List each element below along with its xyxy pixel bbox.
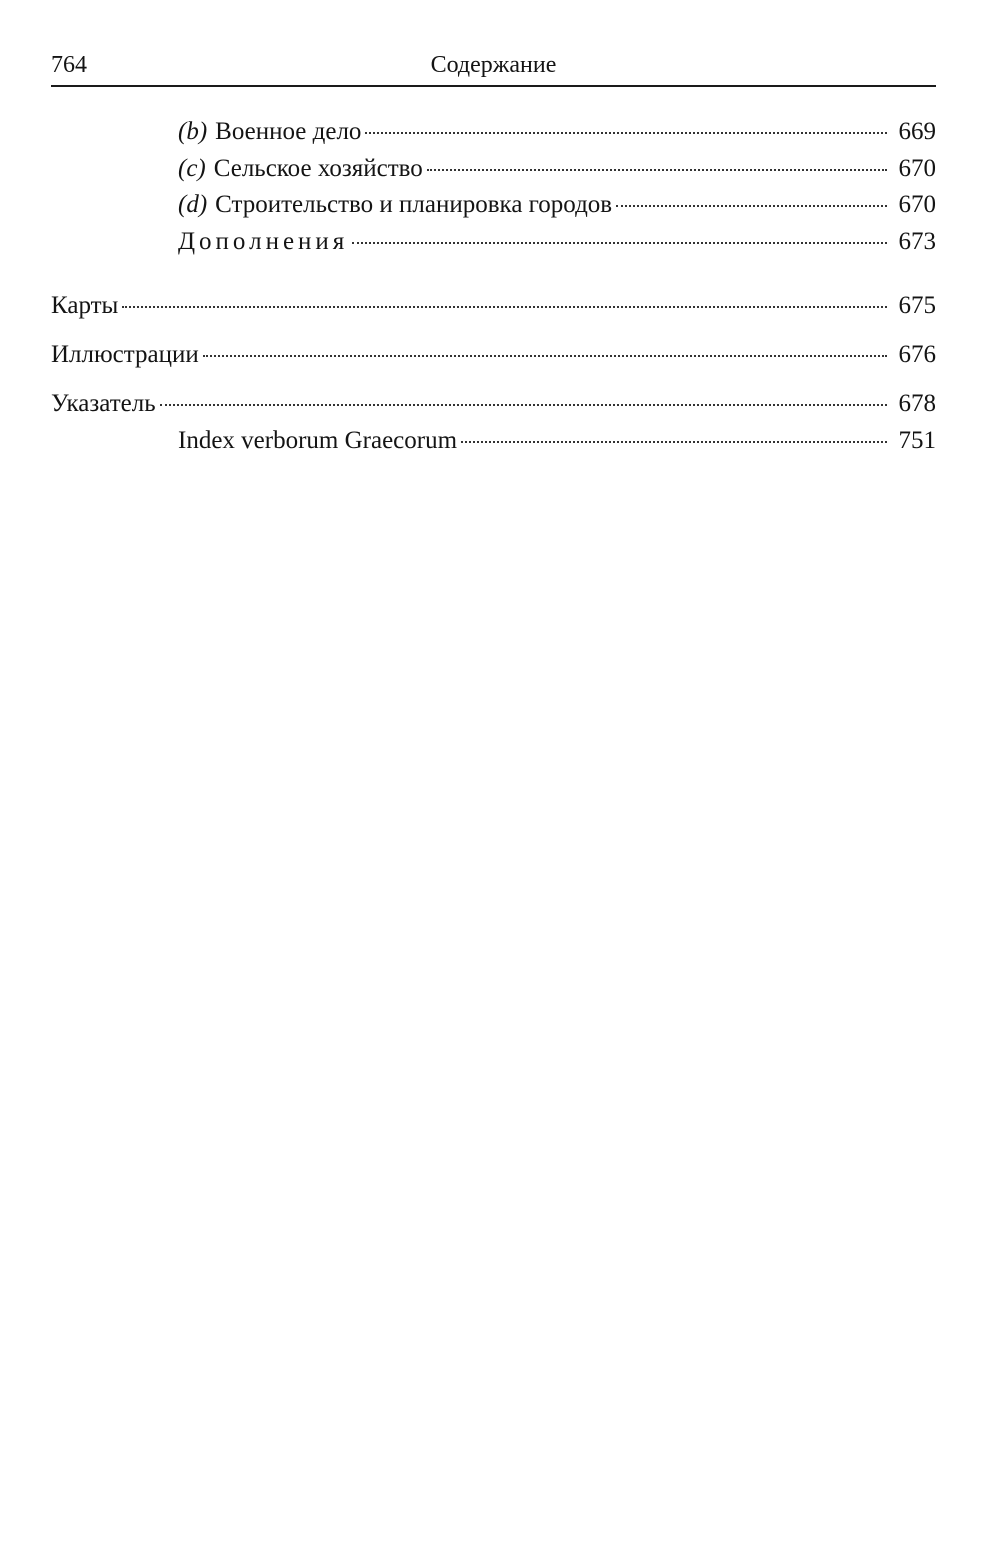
entry-title: Указатель [51, 390, 156, 417]
page-number: 764 [51, 52, 87, 78]
header-rule [51, 85, 936, 87]
entry-title: Index verborum Graecorum [178, 427, 458, 454]
entry-page-number: 751 [898, 427, 936, 454]
dot-leader [365, 132, 886, 134]
entry-page-number: 669 [898, 118, 936, 145]
toc-entry-military[interactable] [178, 116, 936, 148]
entry-page-number: 670 [898, 155, 936, 182]
toc-entry-illustrations[interactable] [51, 339, 936, 371]
entry-title: Сельское хозяйство [213, 155, 423, 182]
entry-title: Военное дело [215, 118, 362, 145]
dot-leader [160, 404, 887, 406]
page-header [51, 48, 936, 84]
dot-leader [203, 355, 887, 357]
entry-marker: (b) [178, 118, 208, 145]
entry-marker: (d) [178, 191, 208, 218]
toc-entry-additions[interactable] [178, 226, 936, 258]
dot-leader [461, 441, 886, 443]
dot-leader [122, 306, 886, 308]
dot-leader [352, 242, 886, 244]
entry-title: Иллюстрации [51, 341, 199, 368]
toc-entry-index[interactable] [51, 388, 936, 420]
toc-entry-construction[interactable] [178, 189, 936, 221]
entry-page-number: 675 [898, 292, 936, 319]
entry-page-number: 673 [898, 228, 936, 255]
toc-entry-maps[interactable] [51, 290, 936, 322]
entry-title: Строительство и планировка городов [215, 191, 613, 218]
entry-page-number: 670 [898, 191, 936, 218]
dot-leader [616, 205, 886, 207]
entry-title: Дополнения [178, 228, 349, 255]
toc-entry-index-verborum[interactable] [178, 425, 936, 457]
entry-page-number: 678 [898, 390, 936, 417]
dot-leader [427, 169, 887, 171]
toc-entry-agriculture[interactable] [178, 153, 936, 185]
entry-title: Карты [51, 292, 119, 319]
running-title: Содержание [430, 52, 557, 78]
entry-marker: (c) [178, 155, 206, 182]
entry-page-number: 676 [898, 341, 936, 368]
